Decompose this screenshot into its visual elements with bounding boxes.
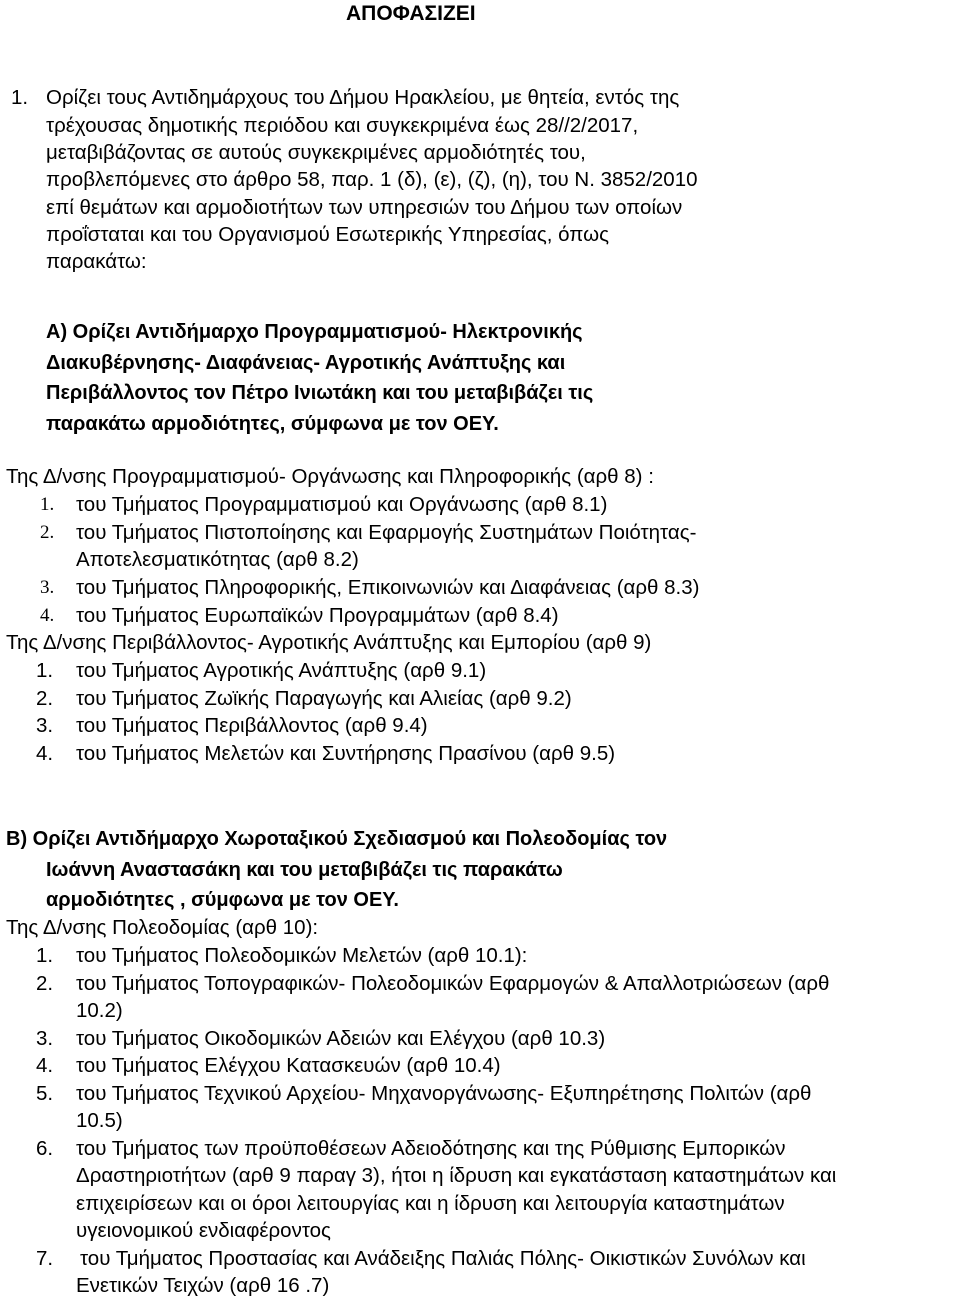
dept2-item: του Τμήματος Αγροτικής Ανάπτυξης (αρθ 9.1) bbox=[76, 659, 487, 682]
dept3-item-continuation: Ενετικών Τειχών (αρθ 16 .7) bbox=[76, 1274, 330, 1297]
dept3-item-number: 7. bbox=[36, 1247, 54, 1270]
item1-number: 1. bbox=[11, 86, 29, 109]
dept3-item: του Τμήματος Πολεοδομικών Μελετών (αρθ 10.1): bbox=[76, 944, 528, 967]
dept1-item: του Τμήματος Ευρωπαϊκών Προγραμμάτων (αρθ 8.4) bbox=[76, 604, 559, 627]
dept2-item: του Τμήματος Περιβάλλοντος (αρθ 9.4) bbox=[76, 714, 428, 737]
section-b-line: Β) Ορίζει Αντιδήμαρχο Χωροταξικού Σχεδιασμού και Πολεοδομίας τον bbox=[6, 828, 668, 850]
item1-line: Ορίζει τους Αντιδημάρχους του Δήμου Ηρακλείου, με θητεία, εντός της bbox=[46, 86, 680, 109]
dept2-title: Της Δ/νσης Περιβάλλοντος- Αγροτικής Ανάπτυξης και Εμπορίου (αρθ 9) bbox=[6, 631, 652, 654]
dept2-item-number: 1. bbox=[36, 659, 54, 682]
dept1-item-number: 1. bbox=[40, 494, 55, 515]
item1-line: παρακάτω: bbox=[46, 250, 147, 273]
item1-line: επί θεμάτων και αρμοδιοτήτων των υπηρεσιών του Δήμου των οποίων bbox=[46, 196, 683, 219]
dept3-item: του Τμήματος Τοπογραφικών- Πολεοδομικών Εφαρμογών & Απαλλοτριώσεων (αρθ bbox=[76, 972, 830, 995]
dept1-item: του Τμήματος Πληροφορικής, Επικοινωνιών και Διαφάνειας (αρθ 8.3) bbox=[76, 576, 700, 599]
dept3-item: του Τμήματος Τεχνικού Αρχείου- Μηχανοργάνωσης- Εξυπηρέτησης Πολιτών (αρθ bbox=[76, 1082, 812, 1105]
dept2-item: του Τμήματος Ζωϊκής Παραγωγής και Αλιείας (αρθ 9.2) bbox=[76, 687, 572, 710]
dept2-item: του Τμήματος Μελετών και Συντήρησης Πρασίνου (αρθ 9.5) bbox=[76, 742, 616, 765]
section-a-line: Περιβάλλοντος τον Πέτρο Ινιωτάκη και του μεταβιβάζει τις bbox=[46, 382, 594, 404]
item1-line: τρέχουσας δημοτικής περιόδου και συγκεκριμένα έως 28//2/2017, bbox=[46, 114, 639, 137]
dept1-item-number: 2. bbox=[40, 522, 55, 543]
dept3-item-number: 5. bbox=[36, 1082, 54, 1105]
dept2-item-number: 2. bbox=[36, 687, 54, 710]
dept3-item-number: 3. bbox=[36, 1027, 54, 1050]
dept1-item-number: 3. bbox=[40, 577, 55, 598]
dept3-title: Της Δ/νσης Πολεοδομίας (αρθ 10): bbox=[6, 916, 319, 939]
dept3-item-continuation: επιχειρίσεων και οι όροι λειτουργίας και η ίδρυση και λειτουργία καταστημάτων bbox=[76, 1192, 785, 1215]
dept3-item-number: 1. bbox=[36, 944, 54, 967]
dept2-item-number: 4. bbox=[36, 742, 54, 765]
section-a-line: Διακυβέρνησης- Διαφάνειας- Αγροτικής Ανάπτυξης και bbox=[46, 352, 566, 374]
dept1-item: του Τμήματος Προγραμματισμού και Οργάνωσης (αρθ 8.1) bbox=[76, 493, 608, 516]
page-heading: ΑΠΟΦΑΣΙΖΕΙ bbox=[346, 2, 476, 25]
dept3-item-continuation: 10.2) bbox=[76, 999, 123, 1022]
dept3-item: του Τμήματος Προστασίας και Ανάδειξης Παλιάς Πόλης- Οικιστικών Συνόλων και bbox=[80, 1247, 806, 1270]
section-b-line: Ιωάννη Αναστασάκη και του μεταβιβάζει τις παρακάτω bbox=[46, 859, 563, 881]
dept3-item: του Τμήματος Ελέγχου Κατασκευών (αρθ 10.4) bbox=[76, 1054, 501, 1077]
item1-line: προΐσταται και του Οργανισμού Εσωτερικής Υπηρεσίας, όπως bbox=[46, 223, 610, 246]
dept3-item-continuation: υγειονομικού ενδιαφέροντος bbox=[76, 1219, 331, 1242]
section-b-line: αρμοδιότητες , σύμφωνα με τον ΟΕΥ. bbox=[46, 889, 399, 911]
dept3-item-continuation: Δραστηριοτήτων (αρθ 9 παραγ 3), ήτοι η ίδρυση και εγκατάσταση καταστημάτων και bbox=[76, 1164, 837, 1187]
dept1-item-number: 4. bbox=[40, 605, 55, 626]
dept3-item-number: 2. bbox=[36, 972, 54, 995]
section-a-line: παρακάτω αρμοδιότητες, σύμφωνα με τον ΟΕΥ. bbox=[46, 413, 499, 435]
dept3-item: του Τμήματος των προϋποθέσεων Αδειοδότησης και της Ρύθμισης Εμπορικών bbox=[76, 1137, 786, 1160]
dept1-item-continuation: Αποτελεσματικότητας (αρθ 8.2) bbox=[76, 548, 359, 571]
section-a-line: Α) Ορίζει Αντιδήμαρχο Προγραμματισμού- Ηλεκτρονικής bbox=[46, 321, 583, 343]
dept3-item-continuation: 10.5) bbox=[76, 1109, 123, 1132]
item1-line: προβλεπόμενες στο άρθρο 58, παρ. 1 (δ), (ε), (ζ), (η), του Ν. 3852/2010 bbox=[46, 168, 698, 191]
item1-line: μεταβιβάζοντας σε αυτούς συγκεκριμένες αρμοδιότητές του, bbox=[46, 141, 586, 164]
dept2-item-number: 3. bbox=[36, 714, 54, 737]
dept1-title: Της Δ/νσης Προγραμματισμού- Οργάνωσης και Πληροφορικής (αρθ 8) : bbox=[6, 465, 654, 488]
dept3-item-number: 6. bbox=[36, 1137, 54, 1160]
dept1-item: του Τμήματος Πιστοποίησης και Εφαρμογής Συστημάτων Ποιότητας- bbox=[76, 521, 697, 544]
dept3-item-number: 4. bbox=[36, 1054, 54, 1077]
dept3-item: του Τμήματος Οικοδομικών Αδειών και Ελέγχου (αρθ 10.3) bbox=[76, 1027, 606, 1050]
